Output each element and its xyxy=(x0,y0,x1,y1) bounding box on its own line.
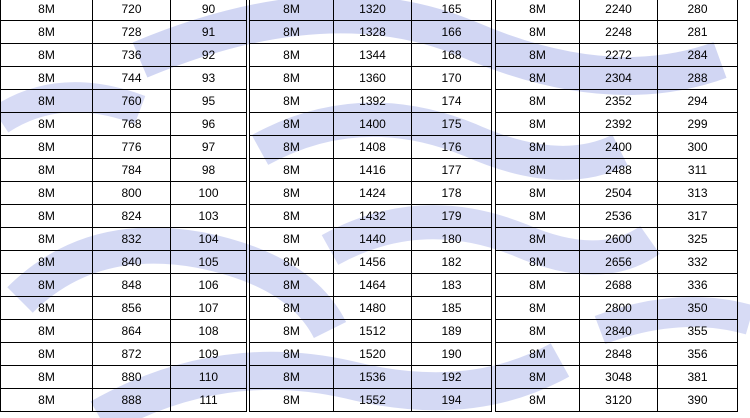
teeth-cell: 350 xyxy=(658,297,738,320)
length-cell: 1520 xyxy=(334,343,412,366)
pitch-cell: 8M xyxy=(250,274,334,297)
pitch-cell: 8M xyxy=(250,90,334,113)
length-cell: 1440 xyxy=(334,228,412,251)
table-row xyxy=(1,389,738,412)
length-cell: 1456 xyxy=(334,251,412,274)
length-cell: 2840 xyxy=(580,320,658,343)
length-cell: 2488 xyxy=(580,159,658,182)
length-cell: 1320 xyxy=(334,0,412,21)
pitch-cell: 8M xyxy=(1,297,93,320)
pitch-cell: 8M xyxy=(1,274,93,297)
length-cell: 2248 xyxy=(580,21,658,44)
table-row xyxy=(1,136,738,159)
teeth-cell: 390 xyxy=(658,389,738,412)
length-cell: 720 xyxy=(93,0,171,21)
table-row xyxy=(1,113,738,136)
length-cell: 1424 xyxy=(334,182,412,205)
length-cell: 848 xyxy=(93,274,171,297)
length-cell: 776 xyxy=(93,136,171,159)
pitch-cell: 8M xyxy=(1,113,93,136)
pitch-cell: 8M xyxy=(1,67,93,90)
length-cell: 1432 xyxy=(334,205,412,228)
pitch-cell: 8M xyxy=(1,251,93,274)
table-row xyxy=(1,366,738,389)
length-cell: 2304 xyxy=(580,67,658,90)
pitch-cell: 8M xyxy=(496,228,580,251)
table-row xyxy=(1,182,738,205)
teeth-cell: 93 xyxy=(171,67,247,90)
pitch-cell: 8M xyxy=(250,366,334,389)
table-row xyxy=(1,44,738,67)
pitch-cell: 8M xyxy=(1,90,93,113)
length-cell: 1400 xyxy=(334,113,412,136)
length-cell: 856 xyxy=(93,297,171,320)
length-cell: 1464 xyxy=(334,274,412,297)
table-row xyxy=(1,320,738,343)
table-row xyxy=(1,251,738,274)
teeth-cell: 175 xyxy=(412,113,492,136)
teeth-cell: 98 xyxy=(171,159,247,182)
teeth-cell: 90 xyxy=(171,0,247,21)
teeth-cell: 177 xyxy=(412,159,492,182)
pitch-cell: 8M xyxy=(1,320,93,343)
length-cell: 768 xyxy=(93,113,171,136)
teeth-cell: 381 xyxy=(658,366,738,389)
length-cell: 1328 xyxy=(334,21,412,44)
pitch-cell: 8M xyxy=(250,136,334,159)
teeth-cell: 317 xyxy=(658,205,738,228)
pitch-cell: 8M xyxy=(496,21,580,44)
teeth-cell: 299 xyxy=(658,113,738,136)
length-cell: 1360 xyxy=(334,67,412,90)
teeth-cell: 170 xyxy=(412,67,492,90)
teeth-cell: 288 xyxy=(658,67,738,90)
table-row xyxy=(1,205,738,228)
table-row xyxy=(1,21,738,44)
teeth-cell: 110 xyxy=(171,366,247,389)
pitch-cell: 8M xyxy=(496,389,580,412)
teeth-cell: 179 xyxy=(412,205,492,228)
teeth-cell: 185 xyxy=(412,297,492,320)
pitch-cell: 8M xyxy=(250,67,334,90)
length-cell: 800 xyxy=(93,182,171,205)
length-cell: 864 xyxy=(93,320,171,343)
pitch-cell: 8M xyxy=(496,44,580,67)
pitch-cell: 8M xyxy=(496,0,580,21)
length-cell: 2272 xyxy=(580,44,658,67)
pitch-cell: 8M xyxy=(1,205,93,228)
teeth-cell: 190 xyxy=(412,343,492,366)
teeth-cell: 106 xyxy=(171,274,247,297)
teeth-cell: 284 xyxy=(658,44,738,67)
pitch-cell: 8M xyxy=(250,389,334,412)
length-cell: 2392 xyxy=(580,113,658,136)
length-cell: 2400 xyxy=(580,136,658,159)
pitch-cell: 8M xyxy=(1,21,93,44)
pitch-cell: 8M xyxy=(496,159,580,182)
pitch-cell: 8M xyxy=(1,159,93,182)
length-cell: 1392 xyxy=(334,90,412,113)
pitch-cell: 8M xyxy=(496,136,580,159)
teeth-cell: 180 xyxy=(412,228,492,251)
teeth-cell: 176 xyxy=(412,136,492,159)
teeth-cell: 91 xyxy=(171,21,247,44)
pitch-cell: 8M xyxy=(1,343,93,366)
teeth-cell: 194 xyxy=(412,389,492,412)
teeth-cell: 178 xyxy=(412,182,492,205)
pitch-cell: 8M xyxy=(1,136,93,159)
teeth-cell: 96 xyxy=(171,113,247,136)
belt-rows xyxy=(1,0,738,412)
length-cell: 2656 xyxy=(580,251,658,274)
teeth-cell: 336 xyxy=(658,274,738,297)
teeth-cell: 107 xyxy=(171,297,247,320)
length-cell: 824 xyxy=(93,205,171,228)
length-cell: 1536 xyxy=(334,366,412,389)
length-cell: 1512 xyxy=(334,320,412,343)
length-cell: 3120 xyxy=(580,389,658,412)
length-cell: 2240 xyxy=(580,0,658,21)
pitch-cell: 8M xyxy=(1,0,93,21)
teeth-cell: 166 xyxy=(412,21,492,44)
teeth-cell: 356 xyxy=(658,343,738,366)
length-cell: 2600 xyxy=(580,228,658,251)
teeth-cell: 192 xyxy=(412,366,492,389)
teeth-cell: 183 xyxy=(412,274,492,297)
teeth-cell: 294 xyxy=(658,90,738,113)
table-row xyxy=(1,0,738,21)
teeth-cell: 300 xyxy=(658,136,738,159)
pitch-cell: 8M xyxy=(250,228,334,251)
length-cell: 1552 xyxy=(334,389,412,412)
pitch-cell: 8M xyxy=(496,251,580,274)
teeth-cell: 97 xyxy=(171,136,247,159)
teeth-cell: 103 xyxy=(171,205,247,228)
length-cell: 880 xyxy=(93,366,171,389)
teeth-cell: 311 xyxy=(658,159,738,182)
length-cell: 872 xyxy=(93,343,171,366)
length-cell: 1408 xyxy=(334,136,412,159)
pitch-cell: 8M xyxy=(1,44,93,67)
pitch-cell: 8M xyxy=(1,182,93,205)
teeth-cell: 109 xyxy=(171,343,247,366)
pitch-cell: 8M xyxy=(250,297,334,320)
length-cell: 736 xyxy=(93,44,171,67)
pitch-cell: 8M xyxy=(1,228,93,251)
pitch-cell: 8M xyxy=(250,343,334,366)
length-cell: 2536 xyxy=(580,205,658,228)
teeth-cell: 280 xyxy=(658,0,738,21)
table-row xyxy=(1,228,738,251)
teeth-cell: 105 xyxy=(171,251,247,274)
pitch-cell: 8M xyxy=(496,366,580,389)
length-cell: 888 xyxy=(93,389,171,412)
length-cell: 1416 xyxy=(334,159,412,182)
length-cell: 2352 xyxy=(580,90,658,113)
length-cell: 2688 xyxy=(580,274,658,297)
pitch-cell: 8M xyxy=(496,113,580,136)
teeth-cell: 92 xyxy=(171,44,247,67)
table-row xyxy=(1,67,738,90)
length-cell: 784 xyxy=(93,159,171,182)
pitch-cell: 8M xyxy=(250,205,334,228)
length-cell: 3048 xyxy=(580,366,658,389)
teeth-cell: 108 xyxy=(171,320,247,343)
pitch-cell: 8M xyxy=(496,343,580,366)
teeth-cell: 111 xyxy=(171,389,247,412)
pitch-cell: 8M xyxy=(250,21,334,44)
pitch-cell: 8M xyxy=(496,320,580,343)
pitch-cell: 8M xyxy=(250,251,334,274)
teeth-cell: 189 xyxy=(412,320,492,343)
pitch-cell: 8M xyxy=(496,297,580,320)
teeth-cell: 104 xyxy=(171,228,247,251)
teeth-cell: 165 xyxy=(412,0,492,21)
teeth-cell: 174 xyxy=(412,90,492,113)
teeth-cell: 355 xyxy=(658,320,738,343)
pitch-cell: 8M xyxy=(250,44,334,67)
pitch-cell: 8M xyxy=(496,90,580,113)
length-cell: 744 xyxy=(93,67,171,90)
length-cell: 2848 xyxy=(580,343,658,366)
pitch-cell: 8M xyxy=(496,274,580,297)
pitch-cell: 8M xyxy=(496,182,580,205)
teeth-cell: 281 xyxy=(658,21,738,44)
pitch-cell: 8M xyxy=(1,389,93,412)
table-row xyxy=(1,297,738,320)
length-cell: 832 xyxy=(93,228,171,251)
length-cell: 840 xyxy=(93,251,171,274)
pitch-cell: 8M xyxy=(250,159,334,182)
teeth-cell: 168 xyxy=(412,44,492,67)
length-cell: 2800 xyxy=(580,297,658,320)
table-row xyxy=(1,90,738,113)
teeth-cell: 100 xyxy=(171,182,247,205)
table-row xyxy=(1,274,738,297)
table-row xyxy=(1,159,738,182)
pitch-cell: 8M xyxy=(250,320,334,343)
table-row xyxy=(1,343,738,366)
length-cell: 728 xyxy=(93,21,171,44)
teeth-cell: 95 xyxy=(171,90,247,113)
teeth-cell: 332 xyxy=(658,251,738,274)
pitch-cell: 8M xyxy=(250,0,334,21)
length-cell: 1480 xyxy=(334,297,412,320)
pitch-cell: 8M xyxy=(496,205,580,228)
length-cell: 2504 xyxy=(580,182,658,205)
pitch-cell: 8M xyxy=(250,113,334,136)
length-cell: 760 xyxy=(93,90,171,113)
length-cell: 1344 xyxy=(334,44,412,67)
teeth-cell: 325 xyxy=(658,228,738,251)
pitch-cell: 8M xyxy=(250,182,334,205)
pitch-cell: 8M xyxy=(496,67,580,90)
pitch-cell: 8M xyxy=(1,366,93,389)
teeth-cell: 182 xyxy=(412,251,492,274)
teeth-cell: 313 xyxy=(658,182,738,205)
